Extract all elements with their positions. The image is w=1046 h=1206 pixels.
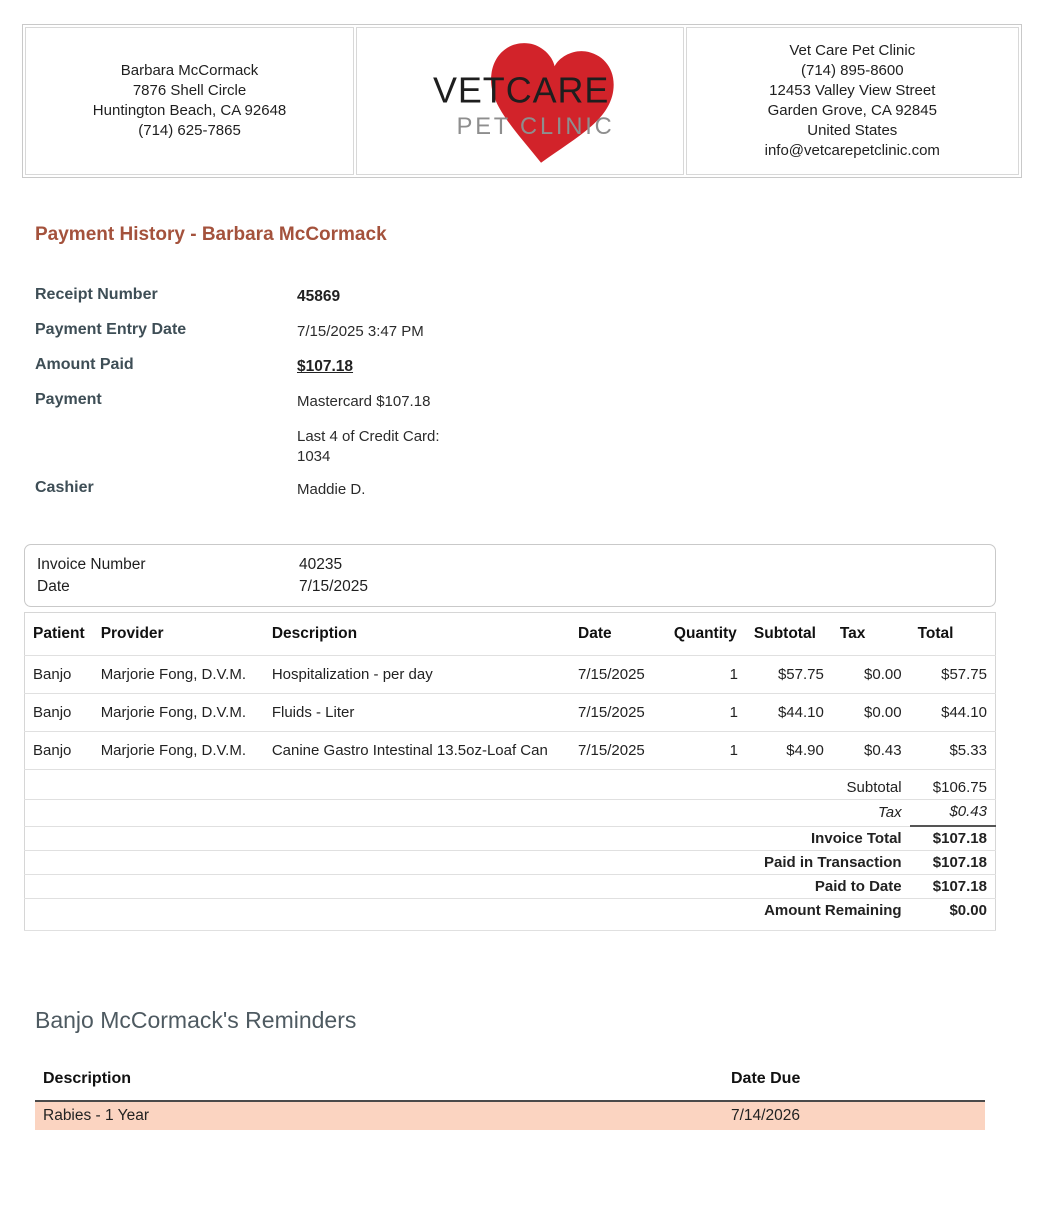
invoice-date-value: 7/15/2025 [299, 578, 368, 595]
row2-subtotal: $44.10 [777, 704, 824, 721]
reminder-date-due: 7/14/2026 [723, 1101, 985, 1130]
payment-entry-date-value: 7/15/2025 3:47 PM [297, 323, 424, 340]
invoice-total-value: $107.18 [932, 830, 987, 847]
logo-brand-text: VETCARE [432, 69, 610, 111]
customer-city: Huntington Beach, CA 92648 [92, 102, 287, 119]
row1-description: Hospitalization - per day [271, 666, 433, 683]
invoice-row-2 [25, 694, 996, 732]
row1-tax: $0.00 [864, 666, 902, 683]
receipt-page [22, 0, 1024, 1130]
col-header-quantity: Quantity [673, 625, 737, 642]
field-cashier [35, 479, 1024, 500]
clinic-phone: (714) 895-8600 [800, 62, 904, 79]
row2-patient: Banjo [33, 704, 72, 721]
row2-description: Fluids - Liter [271, 704, 355, 721]
customer-address-block [25, 27, 354, 175]
last4-card-digits: 1034 [297, 448, 331, 465]
header-contact-table [22, 24, 1022, 178]
col-header-subtotal: Subtotal [753, 625, 816, 642]
subtotal-value: $106.75 [932, 779, 987, 796]
payment-fields [35, 286, 1024, 500]
reminders-col-description: Description [35, 1064, 723, 1101]
last4-card-value [297, 426, 440, 467]
heart-icon [425, 28, 615, 168]
paid-in-transaction-label: Paid in Transaction [764, 854, 902, 871]
row2-provider: Marjorie Fong, D.V.M. [100, 704, 247, 721]
row2-quantity: 1 [729, 704, 738, 721]
clinic-street: 12453 Valley View Street [769, 82, 936, 99]
reminder-description: Rabies - 1 Year [35, 1101, 723, 1130]
reminders-title: Banjo McCormack's Reminders [35, 1007, 357, 1033]
col-header-provider: Provider [100, 625, 164, 642]
invoice-totals [25, 770, 996, 931]
row2-date: 7/15/2025 [578, 704, 645, 721]
invoice-row-3 [25, 732, 996, 770]
field-last4-card [35, 426, 1024, 467]
row3-provider: Marjorie Fong, D.V.M. [100, 742, 247, 759]
row1-quantity: 1 [729, 666, 738, 683]
clinic-email: info@vetcarepetclinic.com [764, 142, 940, 159]
invoice-items-table [24, 612, 996, 931]
col-header-date: Date [578, 625, 612, 642]
row1-patient: Banjo [33, 666, 72, 683]
row3-patient: Banjo [33, 742, 72, 759]
row3-total: $5.33 [949, 742, 987, 759]
paid-in-transaction-value: $107.18 [932, 854, 987, 871]
invoice-total-label: Invoice Total [811, 829, 902, 847]
row3-description: Canine Gastro Intestinal 13.5oz-Loaf Can [271, 742, 548, 759]
row1-provider: Marjorie Fong, D.V.M. [100, 666, 247, 683]
totals-subtotal-row [25, 770, 996, 800]
paid-to-date-label: Paid to Date [814, 878, 902, 895]
last4-card-caption: Last 4 of Credit Card: [297, 428, 440, 445]
clinic-address-block [686, 27, 1019, 175]
invoice-date-label: Date [37, 578, 70, 595]
reminders-table [35, 1064, 985, 1130]
totals-amount-remaining-row [25, 899, 996, 931]
payment-label: Payment [35, 391, 102, 408]
tax-value: $0.43 [910, 800, 996, 827]
invoice-header-row [25, 613, 996, 656]
row2-tax: $0.00 [864, 704, 902, 721]
amount-remaining-value: $0.00 [949, 902, 987, 919]
totals-paid-to-date-row [25, 875, 996, 899]
amount-paid-link[interactable]: $107.18 [297, 358, 354, 375]
logo-subbrand-text: PET CLINIC [456, 113, 615, 140]
invoice-number-row [25, 554, 995, 576]
col-header-patient: Patient [33, 625, 85, 642]
amount-paid-label: Amount Paid [35, 356, 134, 373]
amount-remaining-label: Amount Remaining [764, 902, 902, 919]
receipt-number-label: Receipt Number [35, 286, 158, 303]
payment-history-title: Payment History - Barbara McCormack [35, 224, 387, 245]
col-header-total: Total [917, 625, 954, 642]
col-header-description: Description [271, 625, 358, 642]
totals-invoice-total-row [25, 826, 996, 851]
clinic-country: United States [807, 122, 898, 139]
receipt-number-value: 45869 [297, 288, 341, 305]
field-receipt-number [35, 286, 1024, 307]
tax-label: Tax [877, 804, 902, 822]
customer-phone: (714) 625-7865 [138, 122, 241, 139]
field-amount-paid [35, 356, 1024, 377]
clinic-logo-cell [356, 27, 683, 175]
totals-paid-in-transaction-row [25, 851, 996, 875]
field-payment-entry-date [35, 321, 1024, 342]
reminder-row [35, 1101, 985, 1130]
row3-subtotal: $4.90 [786, 742, 824, 759]
totals-tax-row [25, 800, 996, 827]
clinic-name: Vet Care Pet Clinic [789, 42, 916, 59]
row2-total: $44.10 [941, 704, 987, 721]
row1-date: 7/15/2025 [578, 666, 645, 683]
invoice-date-row [25, 576, 995, 598]
invoice-row-1 [25, 656, 996, 694]
customer-street: 7876 Shell Circle [132, 82, 247, 99]
reminders-header-row [35, 1064, 985, 1101]
payment-method-value: Mastercard $107.18 [297, 393, 431, 410]
clinic-city: Garden Grove, CA 92845 [767, 102, 937, 119]
cashier-value: Maddie D. [297, 481, 366, 498]
invoice-number-value: 40235 [299, 556, 343, 573]
field-payment-method [35, 391, 1024, 412]
customer-name: Barbara McCormack [120, 62, 259, 79]
row3-quantity: 1 [729, 742, 738, 759]
payment-entry-date-label: Payment Entry Date [35, 321, 187, 338]
invoice-meta-box [24, 544, 996, 607]
paid-to-date-value: $107.18 [932, 878, 987, 895]
row3-tax: $0.43 [864, 742, 902, 759]
row3-date: 7/15/2025 [578, 742, 645, 759]
clinic-logo [425, 28, 615, 168]
cashier-label: Cashier [35, 479, 94, 496]
col-header-tax: Tax [839, 625, 866, 642]
reminders-col-date-due: Date Due [723, 1064, 985, 1101]
invoice-number-label: Invoice Number [37, 556, 146, 573]
row1-total: $57.75 [941, 666, 987, 683]
row1-subtotal: $57.75 [777, 666, 824, 683]
subtotal-label: Subtotal [846, 779, 902, 796]
